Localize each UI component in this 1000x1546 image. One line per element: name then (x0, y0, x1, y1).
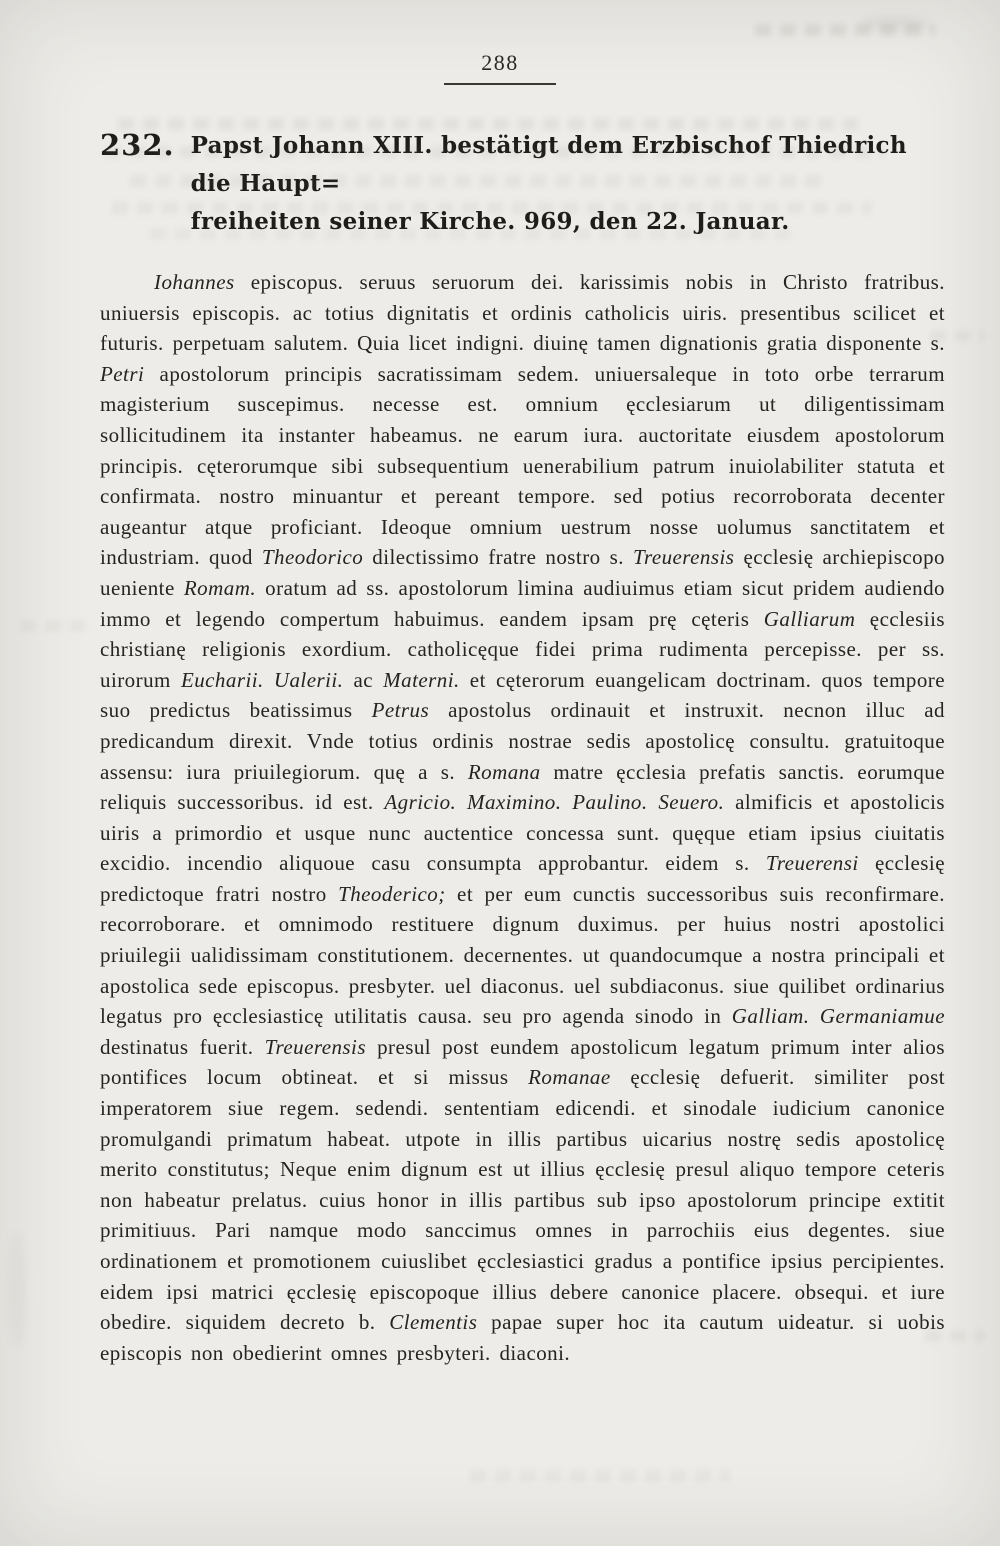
latin-proper-name: Petrus (371, 698, 430, 723)
latin-proper-name: Petri (100, 361, 145, 386)
entry-heading-text (191, 127, 930, 241)
body-text-run: apostolus ordinauit et instruxit. necnon illuc ad predicandum direxit. Vnde totius ordinis nostrae sedis apostolicę consultu. gratuitoque assensu: iura priuilegiorum. quę a s. (100, 698, 945, 784)
latin-proper-name: Eucharii. Ualerii. (180, 667, 344, 692)
body-text-run: dilectissimo fratre nostro s. (363, 545, 633, 570)
page-number: 288 (481, 50, 519, 75)
latin-proper-name: Treuerensi (765, 851, 859, 876)
latin-proper-name: Treuerensis (264, 1034, 366, 1059)
latin-proper-name: Galliam. Germaniamue (731, 1004, 945, 1029)
scan-artifact (470, 1470, 731, 1482)
entry-heading (100, 127, 930, 241)
latin-proper-name: Materni. (383, 667, 460, 692)
entry-heading-line-1: Papst Johann XIII. bestätigt dem Erzbischof Thiedrich die Haupt= (190, 132, 907, 197)
body-text-run: ęcclesię archiepiscopo ueniente (100, 545, 945, 600)
body-text-run: ac (343, 667, 384, 692)
latin-proper-name: Agricio. Maximino. Paulino. Seuero. (384, 790, 725, 815)
latin-proper-name: Theodorico (261, 545, 364, 570)
body-text-run: destinatus fuerit. (100, 1034, 265, 1059)
latin-proper-name: Romana (467, 759, 541, 784)
scan-artifact (8, 1230, 26, 1350)
latin-proper-name: Theoderico; (338, 881, 446, 906)
body-text-run: episcopus. seruus seruorum dei. karissimis nobis in Christo fratribus. uniuersis episcopis. ac totius dignitatis et ordinis catholicis uiris. presentibus scilicet et futuris. perpetuam salutem. Quia licet indigni. diuinę tamen dignationis gratia disponente s. (100, 270, 945, 356)
body-text-run: ęcclesiis christianę religionis exordium. catholicęque fidei prima rudimenta percepisse. per ss. uirorum (100, 606, 945, 692)
entry-number: 232. (100, 128, 175, 162)
body-text-run: papae super hoc ita cautum uideatur. si uobis episcopis non obedierint omnes presbyteri. diaconi. (100, 1310, 945, 1365)
latin-proper-name: Treuerensis (633, 545, 735, 570)
entry-heading-line-2: freiheiten seiner Kirche. 969, den 22. Januar. (190, 208, 790, 235)
body-text-run: oratum ad ss. apostolorum limina audiuimus etiam sicut pridem audiendo immo et legendo compertum habuimus. eandem ipsam prę cęteris (100, 575, 945, 631)
body-text-run: almificis et apostolicis uiris a primordio et usque nunc auctentice concessa sunt. quęque etiam ipsius ciuitatis excidio. incendio aliquoue casu consumpta approbantur. eidem s. (100, 790, 946, 876)
body-text-run: ęcclesię defuerit. similiter post imperatorem siue regem. sedendi. sententiam edicendi. et sinodale iudicium canonice promulgandi primatum habeat. utpote in illis partibus uicarius nostrę sedis apostolicę merito constitutus; Neque enim dignum est ut illius ęcclesię presul aliquo tempore ceteris non habeatur prelatus. cuius honor in illis partibus sub ipso apostolorum principe extitit primitiuus. Pari namque modo sanccimus omnes in parrochiis eius degentes. siue ordinationem et promotionem cuiuslibet ęcclesiastici gradus a pontifice ipsius percipientes. eidem ipsi matrici ęcclesię episcopoque illius debere canonice placere. obsequi. et iure obedire. siquidem decreto b. (100, 1065, 945, 1335)
latin-proper-name: Iohannes (154, 270, 235, 294)
latin-proper-name: Clementis (389, 1310, 478, 1335)
body-text-run: ęcclesię predictoque fratri nostro (100, 851, 945, 906)
body-text-run: matre ęcclesia prefatis sanctis. eorumque reliquis successoribus. id est. (100, 759, 945, 815)
body-text-run: apostolorum principis sacratissimam sedem. uniuersaleque in toto orbe terrarum magisterium suscepimus. necesse est. omnium ęcclesiarum ut diligentissimam sollicitudinem ita instanter habeamus. ne earum iura. auctoritate eiusdem apostolorum principis. cęterorumque sibi subsequentium uenerabilium patrum inuiolabiliter statuta et confirmata. nostro minuantur et pereant tempore. sed potius recorroborata decenter augeantur atque proficiant. Ideoque omnium uestrum nosse uolumus sanctitatem et industriam. quod (100, 361, 945, 570)
page-header (0, 0, 1000, 85)
body-text-run: et cęterorum euangelicam doctrinam. quos tempore suo predictus beatissimus (100, 667, 946, 723)
page-number-rule (444, 83, 556, 85)
latin-proper-name: Romam. (183, 575, 257, 600)
body-paragraph (100, 267, 945, 1368)
body-text-run: presul post eundem apostolicum legatum primum inter alios pontifices locum obtineat. et si missus (100, 1034, 945, 1090)
latin-proper-name: Romanae (528, 1065, 611, 1090)
latin-proper-name: Galliarum (763, 606, 856, 631)
body-text-run: et per eum cunctis successoribus suis reconfirmare. recorroborare. et omnimodo restituere dignum duximus. per huius nostri apostolici priuilegii ualidissimam constitutionem. decernentes. ut quandocumque a nostra principali et apostolica sede episcopus. presbyter. uel diaconus. uel subdiaconus. siue quilibet ordinarius legatus pro ęcclesiasticę utilitatis causa. seu pro agenda sinodo in (100, 881, 945, 1029)
scan-artifact (20, 620, 91, 632)
